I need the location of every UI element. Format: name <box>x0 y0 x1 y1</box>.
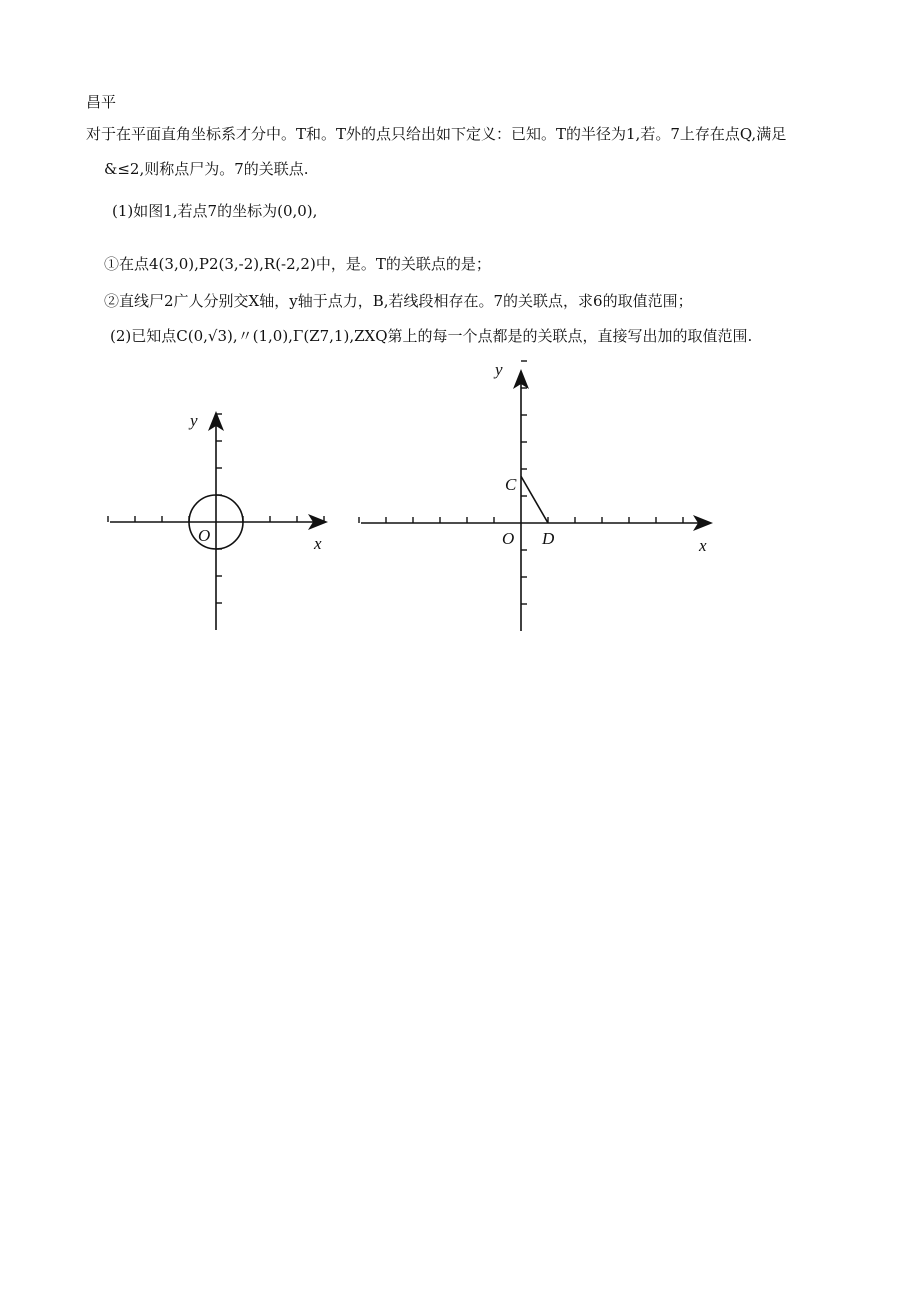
question-1-part-2: ②直线尸2广人分别交X轴，y轴于点力，B,若线段相存在。7的关联点，求6的取值范围； <box>104 292 693 310</box>
figure-1-x-label: x <box>314 534 322 553</box>
figure-2-point-c-label: C <box>505 475 517 494</box>
question-1-part-1: ①在点4(3,0),P2(3,-2),R(-2,2)中，是。T的关联点的是； <box>104 255 491 273</box>
figure-1-origin-label: O <box>198 526 211 545</box>
problem-definition-continuation: &≤2,则称点尸为。7的关联点. <box>104 160 309 178</box>
figure-2-origin-label: O <box>502 529 515 548</box>
question-2: (2)已知点C(0,√3),〃(1,0),Γ(Z7,1),ZXQ第上的每一个点都是的关联点，直接写出加的取值范围. <box>110 327 753 345</box>
section-heading: 昌平 <box>86 93 117 111</box>
problem-definition-line: 对于在平面直角坐标系才分中。T和。T外的点只给出如下定义：已知。T的半径为1,若。7上存在点Q,满足 <box>86 125 787 143</box>
figure-2-segment-cd <box>521 476 548 523</box>
question-1: (1)如图1,若点7的坐标为(0,0), <box>112 202 318 220</box>
figure-2-x-label: x <box>699 536 707 555</box>
figure-2 <box>355 355 725 635</box>
figure-2-y-label: y <box>495 360 503 379</box>
figure-2-point-d-label: D <box>542 529 555 548</box>
figure-1-y-label: y <box>190 411 198 430</box>
